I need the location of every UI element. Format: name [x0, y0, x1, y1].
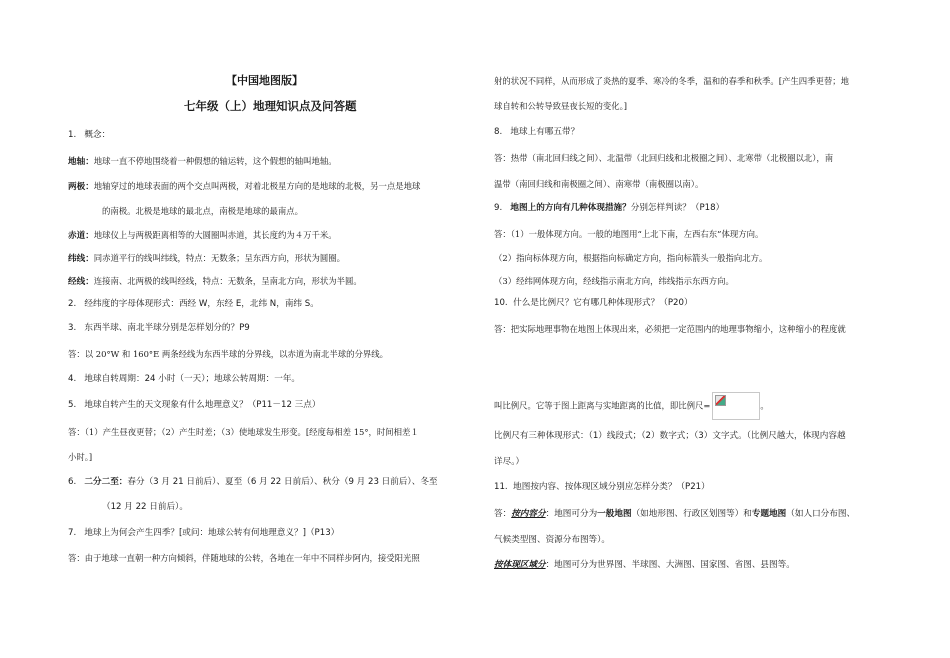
- question-6-cont: （12 月 22 日前后）。: [102, 502, 188, 512]
- definition-text: 同赤道平行的线叫纬线，特点：无数条；呈东西方向，形状为圆圈。: [93, 253, 346, 263]
- question-number: 6.: [68, 477, 77, 487]
- question-number: 9.: [494, 203, 503, 213]
- category-label: 按体现区域分: [494, 560, 546, 570]
- definition-longitude-line: [68, 275, 362, 288]
- definition-earth-axis: [68, 155, 337, 168]
- definition-text: 连接南、北两极的线叫经线，特点：无数条，呈南北方向，形状为半圆。: [93, 276, 362, 286]
- question-text: 地图按内容、按体现区域分别应怎样分类？（P21）: [513, 482, 710, 492]
- answer-9-line-1: 答：（1）一般体现方向。一般的地图用“上北下南，左西右东”体现方向。: [494, 229, 764, 239]
- question-text: 经纬度的字母体现形式：西经 W，东经 E，北纬 N，南纬 S。: [84, 299, 319, 309]
- question-text: 地球上有哪五带？: [510, 127, 580, 137]
- question-text: 春分（3 月 21 日前后）、夏至（6 月 22 日前后）、秋分（9 月 23 日前后）、冬至: [127, 477, 438, 487]
- answer-8: 答：热带（南北回归线之间）、北温带（北回归线和北极圈之间）、北寒带（北极圈以北），南: [494, 153, 834, 163]
- question-bold-text: 地图上的方向有几种体现措施？: [510, 203, 631, 213]
- question-number: 1.: [68, 130, 77, 140]
- answer-prefix: 答：: [494, 509, 512, 519]
- question-number: 11.: [494, 482, 508, 492]
- answer-11-cont: 气候类型图、资源分布图等）。: [494, 535, 611, 545]
- question-text: 东西半球、南北半球分别是怎样划分的？P9: [84, 323, 250, 333]
- question-7: [68, 527, 339, 539]
- term-label: 赤道：: [68, 231, 94, 241]
- broken-image-icon: [715, 395, 726, 406]
- formula-text: 叫比例尺。它等于图上距离与实地距离的比值，即比例尺=: [494, 400, 711, 411]
- question-number: 4.: [68, 374, 77, 384]
- question-text: 地球自转产生的天文现象有什么地理意义？（P11－12 三点）: [84, 400, 321, 410]
- definition-poles-cont: 的南极。北极是地球的最北点，南极是地球的最南点。: [102, 206, 303, 216]
- map-type-thematic: 专题地图: [751, 509, 787, 519]
- answer-7: 答：由于地球一直朝一种方向倾斜，伴随地球的公转，各地在一年中不同样步阿内，接受阳光照: [68, 553, 420, 563]
- answer-10-formula: [494, 392, 769, 420]
- definition-latitude-line: [68, 252, 345, 265]
- question-9: [494, 202, 724, 214]
- question-10: [494, 297, 693, 309]
- answer-5-cont: 小时。]: [68, 452, 93, 462]
- answer-3: 答：以 20°W 和 160°E 两条经线为东西半球的分界线，以赤道为南北半球的分界线。: [68, 349, 389, 359]
- question-number: 7.: [68, 528, 77, 538]
- answer-11-by-region: [494, 559, 795, 571]
- question-text: 什么是比例尺？它有哪几种体现形式？（P20）: [513, 298, 693, 308]
- definition-text: 地球一直不停地围绕着一种假想的轴运转，这个假想的轴叫地轴。: [93, 156, 337, 166]
- answer-10: 答：把实际地理事物在地图上体现出来，必须把一定范围内的地理事物缩小，这种缩小的程度就: [494, 324, 846, 334]
- answer-9-line-2: （2）指向标体现方向，根据指向标确定方向，指向标箭头一般指向北方。: [494, 253, 768, 263]
- answer-10-forms: 比例尺有三种体现形式：（1）线段式；（2）数字式；（3）文字式。（比例尺越大，体现内容越: [494, 431, 846, 441]
- term-label: 地轴：: [68, 157, 94, 167]
- question-text: 分别怎样判读？（P18）: [630, 203, 725, 213]
- answer-10-forms-cont: 详尽。）: [494, 457, 525, 467]
- question-number: 2.: [68, 299, 77, 309]
- answer-5: 答：（1）产生昼夜更替；（2）产生时差；（3）使地球发生形变。[经度每相差 15°，时间相差１: [68, 427, 419, 437]
- question-5: [68, 399, 320, 411]
- question-11: [494, 481, 710, 493]
- definition-poles: [68, 180, 420, 193]
- question-6: [68, 476, 438, 488]
- definition-text: 地球仪上与两极距离相等的大圆圈叫赤道，其长度约为４万千米。: [93, 230, 337, 240]
- category-label: 按内容分: [511, 509, 546, 519]
- question-text: 概念：: [84, 130, 111, 140]
- definition-equator: [68, 229, 337, 242]
- answer-text: ：地图可分为世界图、半球图、大洲图、国家图、省图、县图等。: [545, 560, 795, 570]
- term-label: 纬线：: [68, 254, 94, 264]
- formula-end: 。: [760, 400, 769, 411]
- question-number: 8.: [494, 127, 503, 137]
- term-label: 二分二至：: [84, 477, 128, 487]
- question-text: 地球上为何会产生四季？[或问：地球公转有何地理意义？]（P13）: [84, 528, 340, 538]
- answer-8-cont: 温带（南回归线和南极圈之间）、南寒带（南极圈以南）。: [494, 179, 704, 189]
- question-8: [494, 126, 579, 138]
- definition-text: 地轴穿过的地球表面的两个交点叫两极，对着北极星方向的是地球的北极，另一点是地球: [93, 181, 421, 191]
- answer-text: （如地形图、行政区划图等）和: [631, 509, 752, 519]
- answer-11-by-content: [494, 508, 855, 520]
- question-number: 5.: [68, 400, 77, 410]
- document-title: 【中国地图版】: [226, 74, 303, 87]
- question-4: [68, 373, 300, 385]
- question-text: 地球自转周期：24 小时（一天）；地球公转周期：一年。: [84, 374, 301, 384]
- answer-9-line-3: （3）经纬网体现方向，经线指示南北方向，纬线指示东西方向。: [494, 276, 734, 286]
- question-number: 10.: [494, 298, 508, 308]
- map-type-general: 一般地图: [597, 509, 632, 519]
- answer-7-cont-2: 球自转和公转导致昼夜长短的变化。]: [494, 101, 628, 111]
- question-number: 3.: [68, 323, 77, 333]
- question-2: [68, 298, 319, 310]
- document-subtitle: 七年级（上）地理知识点及问答题: [184, 99, 357, 113]
- term-label: 两极：: [68, 182, 94, 192]
- answer-text: ：地图可分为: [545, 509, 598, 519]
- answer-7-cont: 射的状况不同样，从而形成了炎热的夏季、寒冷的冬季，温和的春季和秋季。[产生四季更替；地: [494, 76, 850, 86]
- term-label: 经线：: [68, 277, 94, 287]
- question-1: [68, 129, 110, 141]
- broken-image-placeholder: [712, 392, 760, 420]
- question-3: [68, 322, 250, 334]
- answer-text: （如人口分布图、: [786, 509, 856, 519]
